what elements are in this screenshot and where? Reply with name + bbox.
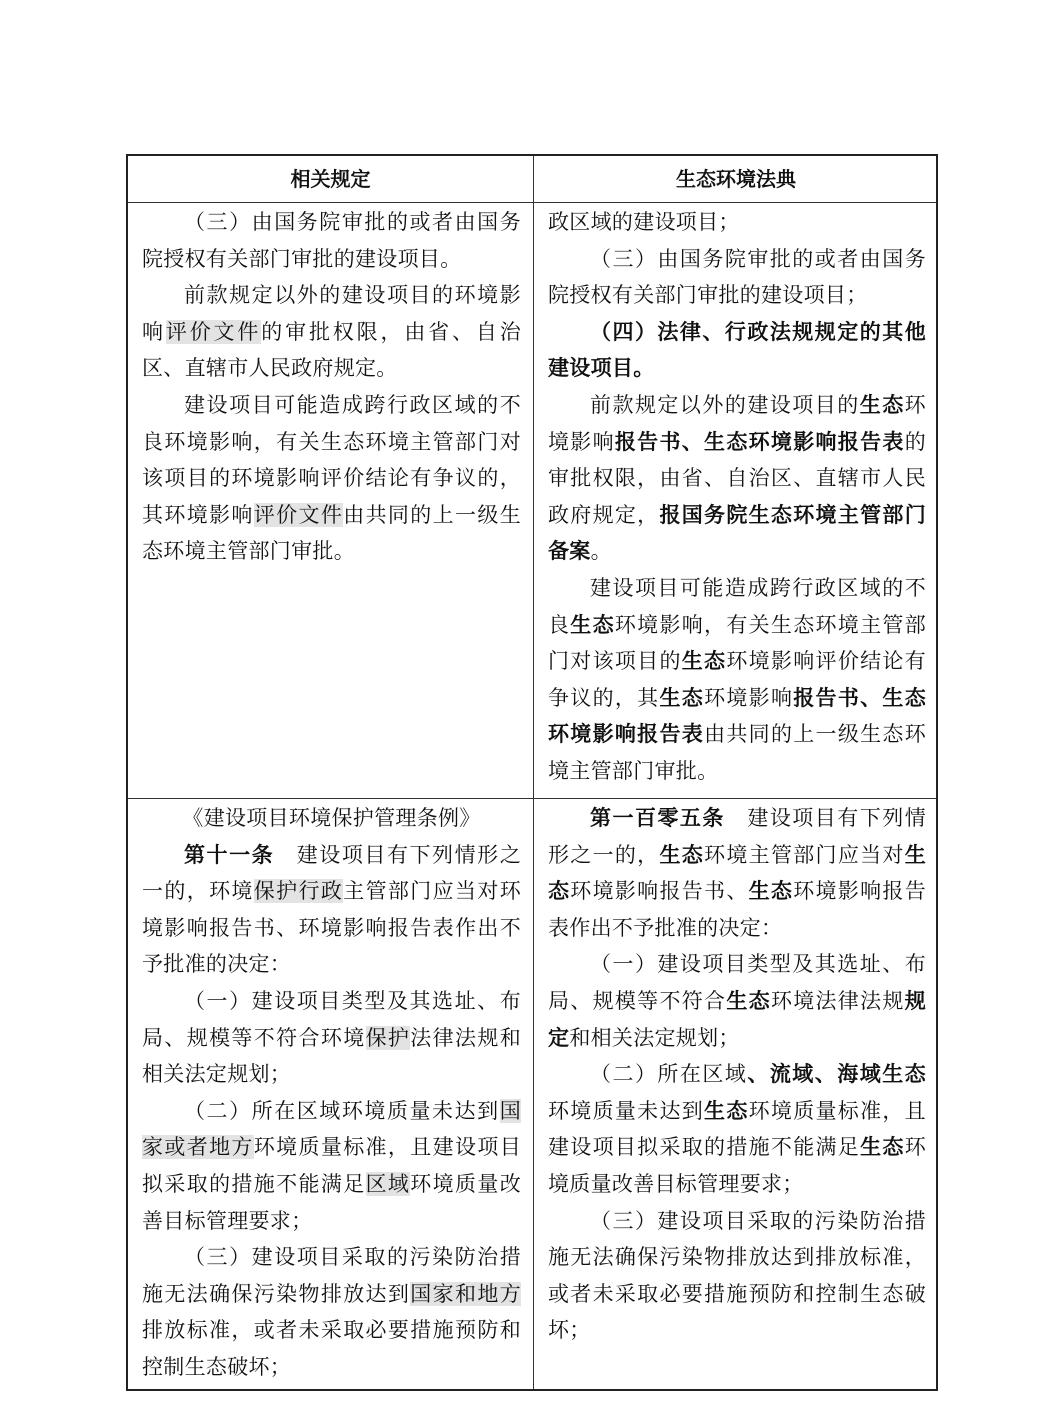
bold-text: 生态 bbox=[570, 612, 615, 637]
bold-text: 生态 bbox=[681, 649, 727, 674]
paragraph bbox=[142, 387, 521, 570]
text-segment: 的审批权限，由省、自治区、直辖市人民政府规定。 bbox=[142, 319, 521, 381]
text-segment: 环境质量标准，且建设项目拟采取的措施不能满足 bbox=[142, 1135, 521, 1196]
text-segment: 法律法规和相关法定规划； bbox=[142, 1025, 522, 1087]
text-segment: 由共同的上一级生态环境主管部门审批。 bbox=[142, 502, 522, 564]
highlighted-text: 国家或者地方 bbox=[142, 1098, 521, 1160]
text-segment: 环境法律法规 bbox=[770, 988, 905, 1013]
text-segment: 环境质量改善目标管理要求； bbox=[142, 1171, 522, 1233]
text-segment: 环境影响报告书、 bbox=[570, 879, 749, 904]
text-segment: （二）所在区域 bbox=[590, 1062, 748, 1087]
text-segment: 排放标准，或者未采取必要措施预防和控制生态破坏； bbox=[142, 1318, 521, 1379]
text-segment: （三）由国务院审批的或者由国务院授权有关部门审批的建设项目。 bbox=[142, 210, 521, 271]
text-segment: （三）建设项目采取的污染防治措施无法确保污染物排放达到 bbox=[142, 1245, 521, 1306]
bold-text: 生态 bbox=[659, 842, 705, 867]
text-segment: 前款规定以外的建设项目的 bbox=[590, 392, 860, 417]
paragraph bbox=[142, 277, 521, 387]
bold-text: 生态 bbox=[659, 685, 705, 710]
bold-text: 生态 bbox=[748, 879, 794, 904]
text-segment: 建设项目有下列情形之一的， bbox=[548, 806, 926, 867]
row-divider bbox=[128, 798, 936, 799]
paragraph bbox=[548, 241, 926, 314]
bold-text: 规定 bbox=[548, 988, 926, 1050]
bold-text: 生态 bbox=[859, 392, 905, 417]
text-segment: 政区域的建设项目； bbox=[548, 210, 740, 234]
comparison-table bbox=[126, 154, 938, 1391]
text-segment: 环境影响 bbox=[704, 685, 794, 710]
header-eco-env-code: 生态环境法典 bbox=[676, 167, 796, 191]
row1-right-cell bbox=[534, 204, 938, 790]
text-segment: 环境影响，有关生态环境主管部门对该项目的 bbox=[548, 612, 926, 674]
paragraph bbox=[142, 983, 521, 1093]
text-segment: 前款规定以外的建设项目的环境影响 bbox=[142, 283, 521, 344]
paragraph bbox=[142, 1239, 521, 1385]
paragraph bbox=[548, 204, 926, 241]
paragraph bbox=[548, 1203, 926, 1349]
paragraph bbox=[142, 800, 521, 837]
text-segment: 环境影响评价结论有争议的，其 bbox=[548, 649, 926, 710]
text-segment: 由共同的上一级生态环境主管部门审批。 bbox=[548, 722, 926, 783]
paragraph bbox=[548, 387, 926, 570]
paragraph bbox=[548, 800, 926, 946]
text-segment: 环境影响 bbox=[548, 392, 926, 454]
bold-text: 报告书、生态环境影响报告表 bbox=[614, 429, 905, 454]
paragraph bbox=[142, 1093, 521, 1239]
bold-text: 第一百零五条 bbox=[590, 806, 725, 830]
paragraph bbox=[142, 837, 521, 983]
highlighted-text: 国家和地方 bbox=[410, 1281, 522, 1306]
text-segment: 环境主管部门应当对 bbox=[704, 842, 905, 867]
bold-text: 生态 bbox=[860, 1135, 905, 1160]
text-segment: （一）建设项目类型及其选址、布局、规模等不符合环境 bbox=[142, 988, 521, 1050]
bold-text: 报国务院生态环境主管部门备案 bbox=[548, 502, 926, 564]
paragraph bbox=[548, 570, 926, 790]
paragraph bbox=[548, 314, 926, 387]
text-segment: 的审批权限，由省、自治区、直辖市人民政府规定， bbox=[548, 429, 927, 527]
bold-text: 、流域、海域生态 bbox=[747, 1062, 926, 1087]
text-segment: 环境影响报告表作出不予批准的决定： bbox=[548, 879, 926, 940]
bold-text: 报告书、生态环境影响报告表 bbox=[548, 685, 926, 747]
header-divider bbox=[128, 202, 936, 203]
text-segment: 建设项目可能造成跨行政区域的不良 bbox=[548, 575, 926, 637]
paragraph bbox=[548, 1056, 926, 1202]
text-segment: 主管部门应当对环境影响报告书、环境影响报告表作出不予批准的决定： bbox=[142, 879, 522, 977]
text-segment: （二）所在区域环境质量未达到 bbox=[184, 1098, 500, 1123]
text-segment: 《建设项目环境保护管理条例》 bbox=[182, 806, 481, 830]
paragraph bbox=[142, 204, 521, 277]
highlighted-text: 评价文件 bbox=[165, 319, 262, 344]
bold-text: 生态 bbox=[726, 988, 771, 1013]
bold-text: （四）法律、行政法规规定的其他建设项目。 bbox=[548, 319, 926, 381]
text-segment: （一）建设项目类型及其选址、布局、规模等不符合 bbox=[548, 952, 926, 1013]
text-segment: 建设项目可能造成跨行政区域的不良环境影响，有关生态环境主管部门对该项目的环境影响评价结论有争议的，其环境影响 bbox=[142, 392, 521, 527]
bold-text: 生态 bbox=[704, 1098, 749, 1123]
text-segment: 和相关法定规划； bbox=[569, 1025, 740, 1050]
row2-left-cell bbox=[128, 800, 533, 1386]
row2-right-cell bbox=[534, 800, 938, 1349]
text-segment: 环境质量未达到 bbox=[548, 1098, 705, 1123]
bold-text: 第十一条 bbox=[184, 842, 275, 867]
highlighted-text: 区域 bbox=[365, 1171, 411, 1196]
text-segment: 环境质量改善目标管理要求； bbox=[548, 1135, 926, 1196]
row1-left-cell bbox=[128, 204, 533, 570]
header-related-provisions: 相关规定 bbox=[290, 167, 371, 191]
bold-text: 生态 bbox=[548, 842, 927, 904]
text-segment: 。 bbox=[590, 539, 612, 564]
paragraph bbox=[548, 946, 926, 1056]
highlighted-text: 保护 bbox=[365, 1025, 411, 1050]
highlighted-text: 评价文件 bbox=[253, 502, 344, 527]
text-segment: 环境质量标准，且建设项目拟采取的措施不能满足 bbox=[548, 1098, 926, 1160]
text-segment: （三）由国务院审批的或者由国务院授权有关部门审批的建设项目； bbox=[548, 246, 926, 308]
highlighted-text: 保护行政 bbox=[253, 879, 344, 904]
text-segment: （三）建设项目采取的污染防治措施无法确保污染物排放达到排放标准，或者未采取必要措施预防和控制生态破坏； bbox=[548, 1208, 926, 1343]
text-segment: 建设项目有下列情形之一的，环境 bbox=[142, 842, 521, 904]
